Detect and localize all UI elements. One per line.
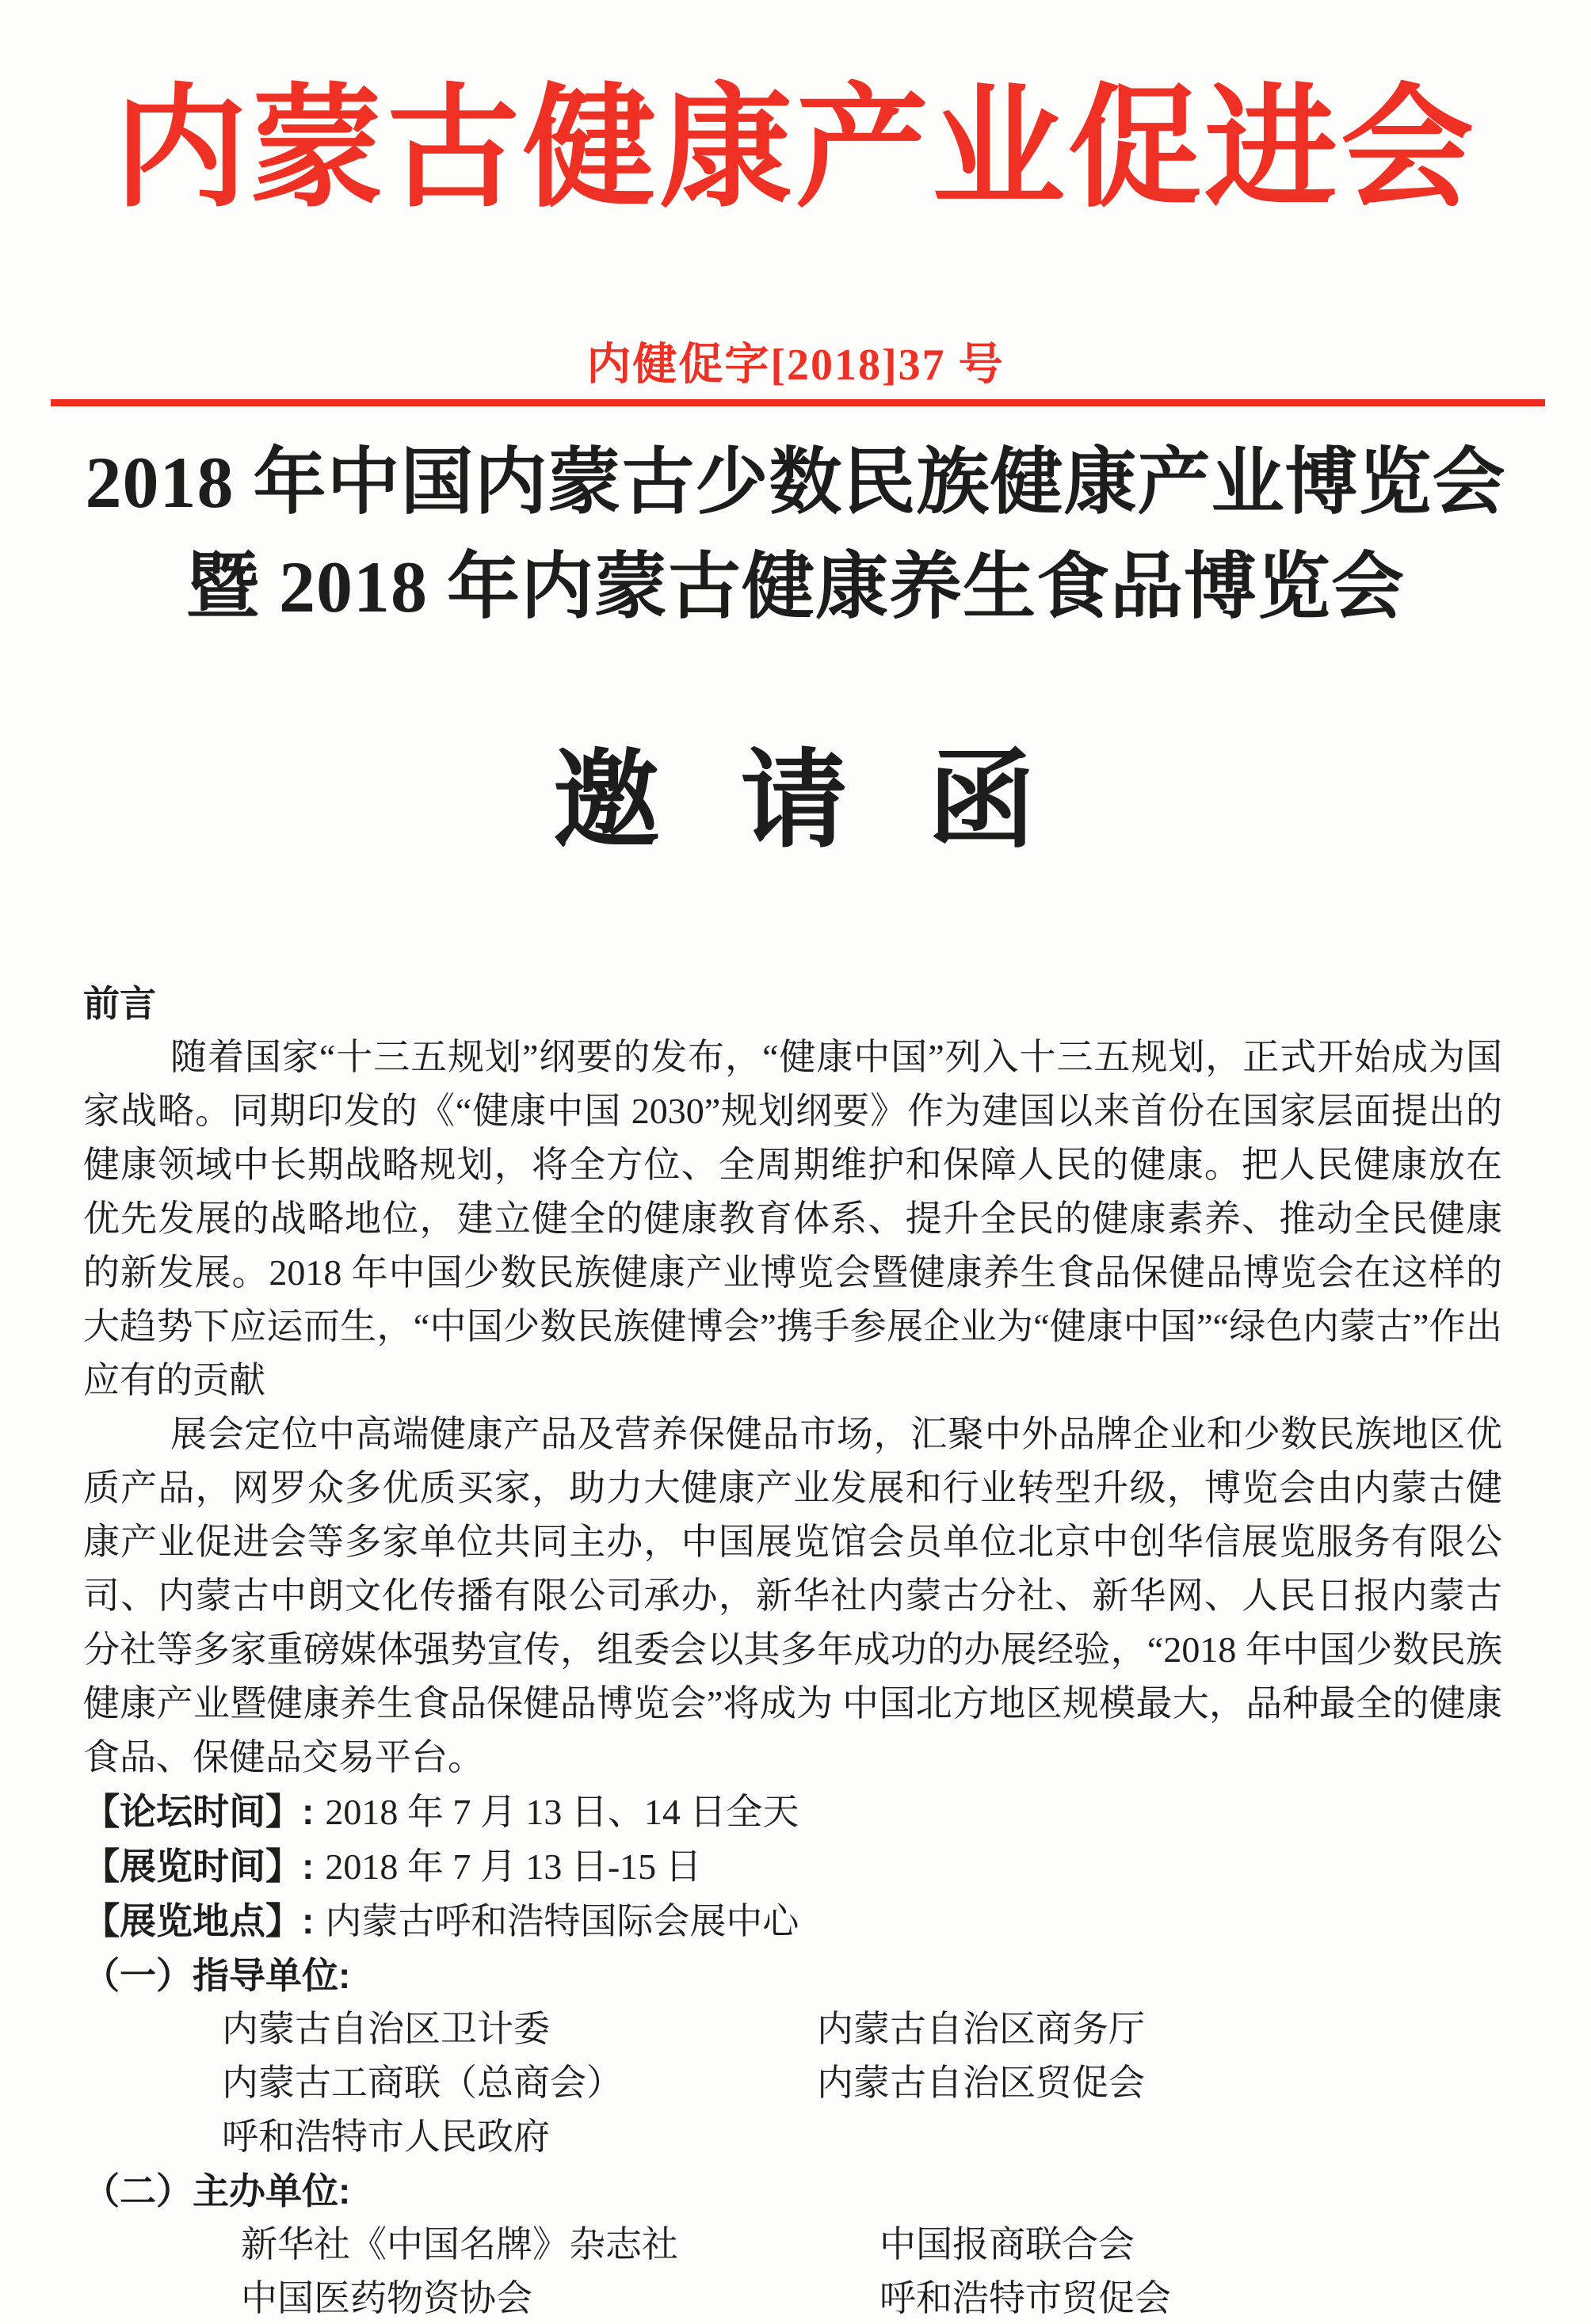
org-name: 中国报商联合会 <box>879 2224 1135 2265</box>
schedule-row-exhibition-venue <box>83 1894 1502 1949</box>
host-units-heading: （二）主办单位: <box>83 2170 351 2212</box>
org-name: 中国医药物资协会 <box>241 2278 532 2318</box>
document-reference-number: 内健促字[2018]37 号 <box>586 341 1005 390</box>
org-name: 内蒙古自治区贸促会 <box>817 2063 1145 2103</box>
expo-title-line2: 暨 2018 年内蒙古健康养生食品博览会 <box>185 547 1405 627</box>
letterhead <box>0 0 1591 406</box>
exhibition-time-value: 2018 年 7 月 13 日-15 日 <box>325 1846 702 1887</box>
document-body <box>0 977 1591 2324</box>
guidance-units-heading: （一）指导单位: <box>83 1955 351 1996</box>
org-name: 内蒙古工商联（总商会） <box>222 2063 623 2103</box>
schedule-row-exhibition-time <box>83 1839 1502 1894</box>
event-schedule <box>83 1785 1502 1949</box>
organization-title: 内蒙古健康产业促进会 <box>114 76 1477 223</box>
host-units-section <box>83 2164 1502 2324</box>
org-list-row <box>222 2002 1502 2056</box>
org-name: 新华社《中国名牌》杂志社 <box>241 2224 678 2265</box>
org-name: 内蒙古自治区卫计委 <box>222 2009 550 2049</box>
org-list-row <box>241 2272 1502 2324</box>
expo-title <box>0 430 1591 639</box>
forum-time-label: 【论坛时间】: <box>83 1791 315 1832</box>
exhibition-venue-label: 【展览地点】: <box>83 1900 315 1941</box>
org-name: 呼和浩特市人民政府 <box>222 2116 550 2157</box>
org-list-row <box>241 2218 1502 2272</box>
org-name: 内蒙古自治区商务厅 <box>817 2009 1145 2049</box>
preface-paragraph-2: 展会定位中高端健康产品及营养保健品市场，汇聚中外品牌企业和少数民族地区优质产品，网罗众多优质买家，助力大健康产业发展和行业转型升级，博览会由内蒙古健康产业促进会等多家单位共同主办，中国展览馆会员单位北京中创华信展览服务有限公司、内蒙古中朗文化传播有限公司承办，新华社内蒙古分社、新华网、人民日报内蒙古分社等多家重磅媒体强势宣传，组委会以其多年成功的办展经验，“2018 年中国少数民族健康产业暨健康养生食品保健品博览会”将成为 中国北方地区规模最大，品种最全的健康食品、保健品交易平台。 <box>83 1414 1502 1777</box>
expo-title-line1: 2018 年中国内蒙古少数民族健康产业博览会 <box>85 442 1506 523</box>
preface-paragraph-1: 随着国家“十三五规划”纲要的发布，“健康中国”列入十三五规划，正式开始成为国家战略。同期印发的《“健康中国 2030”规划纲要》作为建国以来首份在国家层面提出的健康领域中长期战略规划，将全方位、全周期维护和保障人民的健康。把人民健康放在优先发展的战略地位，建立健全的健康教育体系、提升全民的健康素养、推动全民健康的新发展。2018 年中国少数民族健康产业博览会暨健康养生食品保健品博览会在这样的大趋势下应运而生，“中国少数民族健博会”携手参展企业为“健康中国”“绿色内蒙古”作出应有的贡献 <box>83 1037 1502 1400</box>
host-units-list <box>83 2218 1502 2324</box>
preface-heading: 前言 <box>83 983 156 1024</box>
guidance-units-list <box>83 2002 1502 2164</box>
forum-time-value: 2018 年 7 月 13 日、14 日全天 <box>325 1792 799 1832</box>
invitation-letter-heading: 邀 请 函 <box>552 743 1063 861</box>
red-divider-line <box>51 399 1545 406</box>
exhibition-venue-value: 内蒙古呼和浩特国际会展中心 <box>325 1901 799 1941</box>
guidance-units-section <box>83 1949 1502 2164</box>
org-list-row <box>222 2056 1502 2110</box>
exhibition-time-label: 【展览时间】: <box>83 1846 315 1887</box>
schedule-row-forum-time <box>83 1785 1502 1839</box>
org-name: 呼和浩特市贸促会 <box>879 2278 1171 2318</box>
org-list-row <box>222 2110 1502 2164</box>
